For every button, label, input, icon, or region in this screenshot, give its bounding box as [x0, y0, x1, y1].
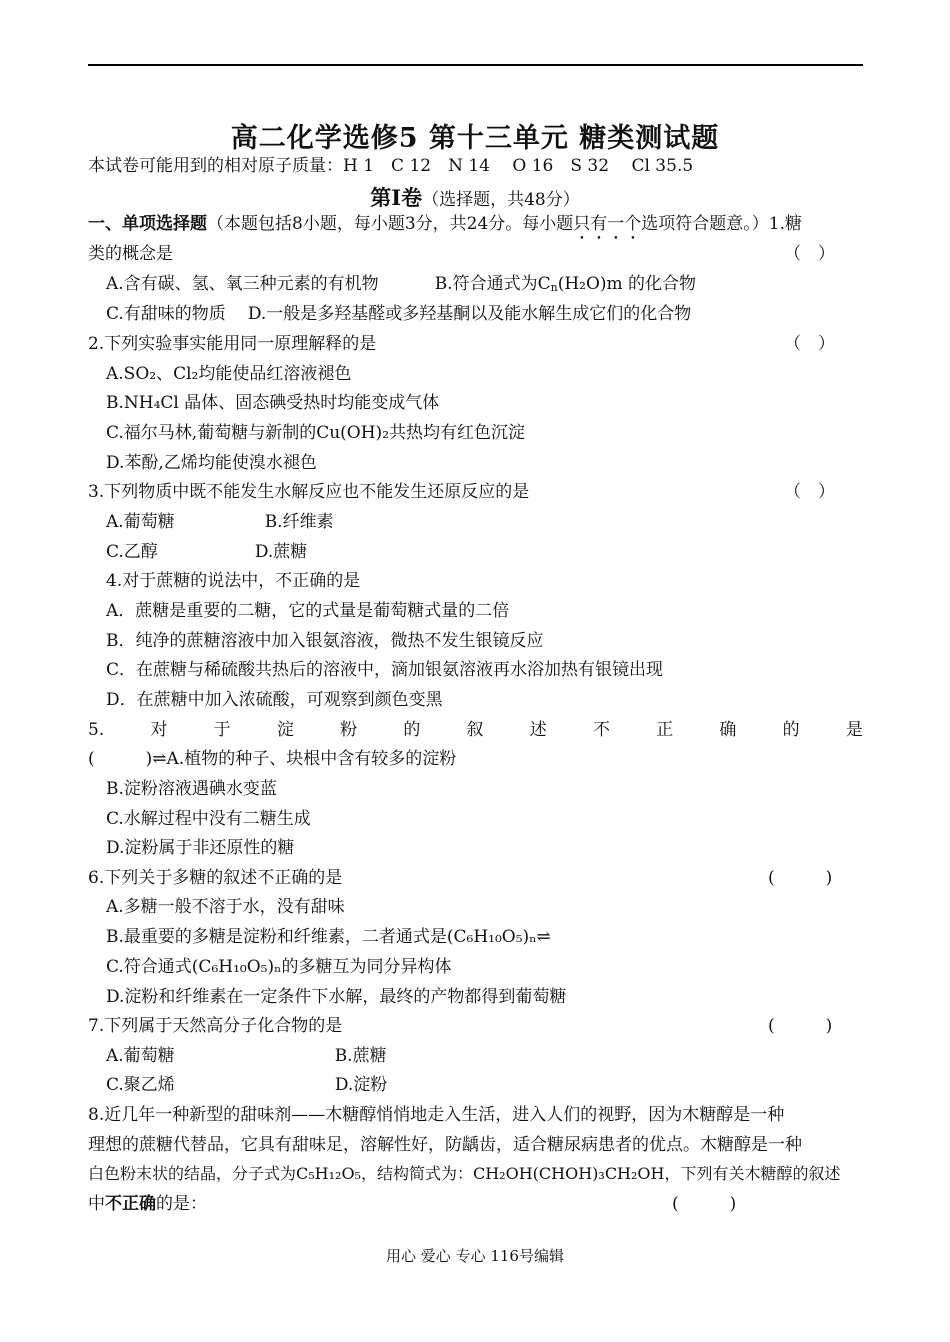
- section-heading: [0, 182, 950, 212]
- q5-option-c: C.水解过程中没有二糖生成: [106, 809, 311, 829]
- q6-answer-paren: ( ): [768, 868, 833, 888]
- q1-option-c: C.有甜味的物质: [106, 304, 226, 324]
- q8-line-4: 中不正确的是：: [88, 1194, 207, 1214]
- q2-option-a: A.SO₂、Cl₂均能使品红溶液褪色: [106, 364, 352, 384]
- q4-stem: 4.对于蔗糖的说法中，不正确的是: [106, 571, 361, 591]
- q5-stem: 5. 对 于 淀 粉 的 叙 述 不 正 确 的 是: [88, 720, 863, 740]
- section-note: （选择题，共48分）: [422, 190, 580, 210]
- q7-option-c: C.聚乙烯: [106, 1075, 175, 1095]
- q5-option-d: D.淀粉属于非还原性的糖: [106, 838, 295, 858]
- q8-answer-paren: ( ): [672, 1194, 737, 1214]
- part1-desc-emphasis: 只有一个: [573, 214, 642, 234]
- q2-stem: 2.下列实验事实能用同一原理解释的是: [88, 334, 377, 354]
- q1-options-ab: [106, 271, 881, 301]
- q3-stem: 3.下列物质中既不能发生水解反应也不能发生还原反应的是: [88, 482, 530, 502]
- q4-option-d: D．在蔗糖中加入浓硫酸，可观察到颜色变黑: [106, 690, 443, 710]
- part1-desc-b: 选项符合题意。）1.糖: [641, 214, 802, 234]
- q1-option-b: B.符合通式为$C_n(H_2O)m$ 的化合物: [434, 274, 697, 294]
- q1-option-d: D.一般是多羟基醛或多羟基酮以及能水解生成它们的化合物: [247, 304, 692, 324]
- page-footer: 用心 爱心 专心 116号编辑: [386, 1247, 564, 1265]
- q4-option-b: B．纯净的蔗糖溶液中加入银氨溶液，微热不发生银镜反应: [106, 631, 544, 651]
- q6-stem: 6.下列关于多糖的叙述不正确的是: [88, 868, 343, 888]
- q4-option-a: A．蔗糖是重要的二糖，它的式量是葡萄糖式量的二倍: [106, 601, 510, 621]
- q3-option-c: C.乙醇: [106, 542, 158, 562]
- q2-option-c: C.福尔马林,葡萄糖与新制的Cu(OH)₂共热均有红色沉淀: [106, 423, 526, 443]
- q6-option-c: C.符合通式(C₆H₁₀O₅)ₙ的多糖互为同分异构体: [106, 957, 452, 977]
- q1-options-cd: [106, 301, 881, 327]
- q7-options-ab: [106, 1043, 881, 1069]
- q6-option-a: A.多糖一般不溶于水，没有甜味: [106, 897, 345, 917]
- atomic-masses: 本试卷可能用到的相对原子质量：H 1 C 12 N 14 O 16 S 32 Cl 35.5: [88, 156, 694, 176]
- section-label: 第Ⅰ卷: [370, 185, 423, 210]
- part1-desc-a: （本题包括8小题，每小题3分，共24分。每小题: [207, 214, 574, 234]
- q6-option-d: D.淀粉和纤维素在一定条件下水解，最终的产物都得到葡萄糖: [106, 987, 567, 1007]
- q7-option-d: D.淀粉: [334, 1075, 388, 1095]
- part1-heading-line: [88, 211, 863, 244]
- q3-answer-paren: （ ）: [784, 482, 835, 502]
- q5-option-b: B.淀粉溶液遇碘水变蓝: [106, 779, 277, 799]
- q2-option-d: D.苯酚,乙烯均能使溴水褪色: [106, 453, 317, 473]
- q7-stem: 7.下列属于天然高分子化合物的是: [88, 1016, 343, 1036]
- q8-emphasis: 不正确: [105, 1194, 156, 1214]
- part1-heading: 一、单项选择题: [88, 214, 207, 234]
- page-title: 高二化学选修5 第十三单元 糖类测试题: [230, 123, 720, 154]
- q6-option-b: B.最重要的多糖是淀粉和纤维素，二者通式是(C₆H₁₀O₅)ₙ⇌: [106, 927, 551, 947]
- q8-line-1: 8.近几年一种新型的甜味剂——木糖醇悄悄地走入生活，进入人们的视野，因为木糖醇是一种: [88, 1105, 785, 1125]
- q4-option-c: C．在蔗糖与稀硫酸共热后的溶液中，滴加银氨溶液再水浴加热有银镜出现: [106, 660, 664, 680]
- q2-answer-paren: （ ）: [784, 334, 835, 354]
- q7-option-b: B.蔗糖: [334, 1046, 387, 1066]
- q3-options-ab: [106, 509, 881, 535]
- q1-option-a: A.含有碳、氢、氧三种元素的有机物: [106, 274, 379, 294]
- q3-option-a: A.葡萄糖: [106, 512, 175, 532]
- q7-answer-paren: ( ): [768, 1016, 833, 1036]
- q7-option-a: A.葡萄糖: [106, 1046, 175, 1066]
- top-rule: [88, 64, 863, 66]
- q3-option-b: B.纤维素: [264, 512, 334, 532]
- q8-line-2: 理想的蔗糖代替品，它具有甜味足，溶解性好，防龋齿，适合糖尿病患者的优点。木糖醇是一种: [88, 1135, 802, 1155]
- q1-stem-cont: 类的概念是: [88, 244, 173, 264]
- q3-option-d: D.蔗糖: [254, 542, 308, 562]
- q3-options-cd: [106, 539, 881, 565]
- q1-answer-paren: （ ）: [784, 244, 835, 264]
- q7-options-cd: [106, 1072, 881, 1098]
- q2-option-b: B.NH₄Cl 晶体、固态碘受热时均能变成气体: [106, 393, 440, 413]
- q5-stem-cont: ( )⇌A.植物的种子、块根中含有较多的淀粉: [88, 749, 457, 769]
- q8-line-3: 白色粉末状的结晶，分子式为C₅H₁₂O₅，结构简式为：CH₂OH(CHOH)₃CH₂OH，下列有关木糖醇的叙述: [88, 1164, 841, 1183]
